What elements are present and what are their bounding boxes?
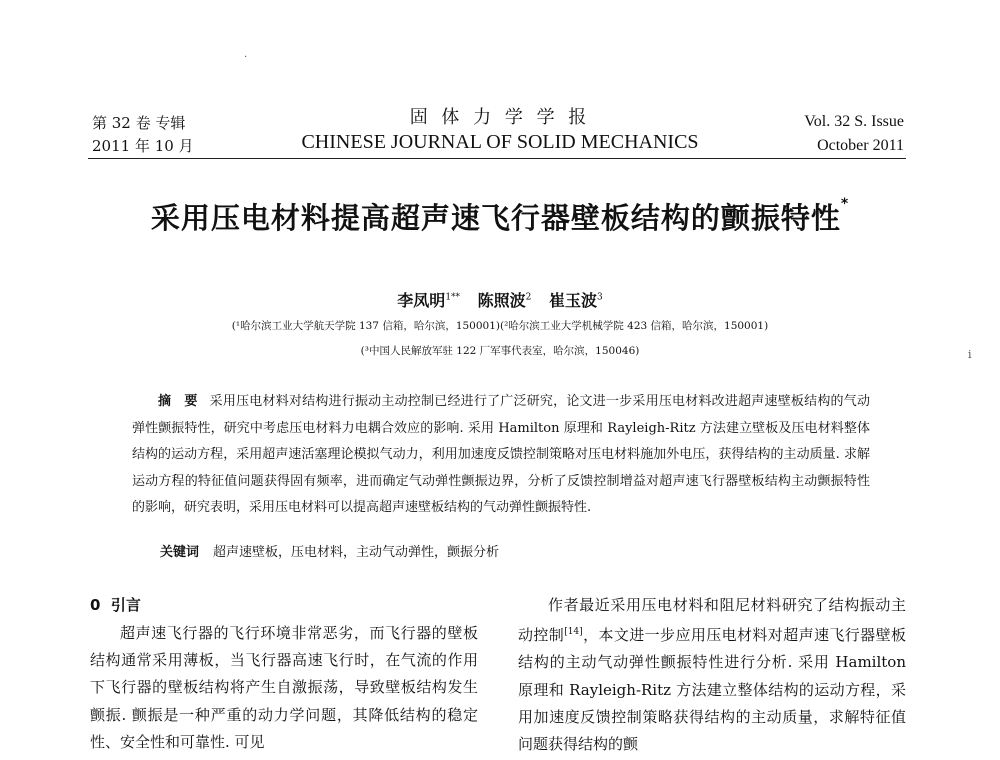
body-text: 作者最近采用压电材料和阻尼材料研究了结构振动主动控制 bbox=[518, 596, 906, 645]
issue-date-en: October 2011 bbox=[817, 137, 904, 154]
affiliation-line-1: (¹哈尔滨工业大学航天学院 137 信箱，哈尔滨，150001)(²哈尔滨工业大学机械学院 423 信箱，哈尔滨，150001) bbox=[231, 320, 769, 332]
abstract-text: 采用压电材料对结构进行振动主动控制已经进行了广泛研究，论文进一步采用压电材料改进超声速壁板结构的气动弹性颤振特性，研究中考虑压电材料力电耦合效应的影响. 采用 Hamilton 原理和 Rayleigh-Ritz 方法建立壁板及压电材料整体结构的运动方程，采用超声速活塞理论模拟气动力，利用加速度反馈控制策略对压电材料施加外电压，获得结构的主动质量. 求解运动方程的特征值问题获得固有频率，进而确定气动弹性颤振边界，分析了反馈控制增益对超声速飞行器壁板结构主动颤振特性的影响，研究表明，采用压电材料可以提高超声速壁板结构的气动弹性颤振特性. bbox=[132, 394, 870, 515]
keywords-text: 超声速壁板，压电材料，主动气动弹性，颤振分析 bbox=[213, 545, 500, 560]
section-heading bbox=[90, 594, 141, 615]
paper-title-text: 采用压电材料提高超声速飞行器壁板结构的颤振特性 bbox=[150, 201, 841, 235]
volume-label: 第 32 卷 专辑 bbox=[92, 114, 186, 132]
author: 陈照波$^2$ bbox=[477, 291, 532, 310]
section-title: 引言 bbox=[110, 596, 141, 614]
header-right bbox=[804, 110, 904, 158]
title-footnote-mark: * bbox=[840, 196, 850, 212]
issue-date: 2011 年 10 月 bbox=[92, 137, 194, 155]
paper-title bbox=[60, 196, 940, 237]
volume-label-en: Vol. 32 S. Issue bbox=[804, 113, 904, 130]
scan-dot-mark: · bbox=[244, 52, 248, 63]
header-left bbox=[92, 112, 194, 158]
margin-mark: i bbox=[968, 348, 972, 361]
keywords bbox=[160, 541, 499, 560]
body-text: ，本文进一步应用压电材料对超声速飞行器壁板结构的主动气动弹性颤振特性进行分析. 采用 Hamilton 原理和 Rayleigh-Ritz 方法建立整体结构的运动方程，采用加速度反馈控制策略获得结构的主动质量，求解特征值问题获得结构的颤 bbox=[518, 626, 906, 754]
body-column-left: 超声速飞行器的飞行环境非常恶劣，而飞行器的壁板结构通常采用薄板，当飞行器高速飞行时，在气流的作用下飞行器的壁板结构将产生自激振荡，导致壁板结构发生颤振. 颤振是一种严重的动力学问题，其降低结构的稳定性、安全性和可靠性. 可见 bbox=[90, 624, 478, 751]
keywords-label: 关键词 bbox=[160, 545, 200, 560]
author: 崔玉波$^3$ bbox=[548, 291, 603, 310]
affiliation-line-2: (³中国人民解放军驻 122 厂军事代表室，哈尔滨，150046) bbox=[360, 345, 640, 357]
section-number: 0 bbox=[90, 596, 101, 614]
journal-name-cn: 固 体 力 学 学 报 bbox=[409, 107, 591, 128]
abstract bbox=[132, 389, 870, 522]
journal-masthead bbox=[270, 106, 730, 154]
author-list bbox=[0, 288, 1000, 311]
citation-ref: [14] bbox=[564, 627, 583, 638]
author: 李凤明$^{1**}$ bbox=[397, 291, 461, 310]
abstract-label: 摘 要 bbox=[158, 394, 198, 409]
journal-name-en: CHINESE JOURNAL OF SOLID MECHANICS bbox=[301, 131, 699, 153]
header-rule bbox=[88, 158, 906, 159]
body-column-right bbox=[518, 592, 906, 758]
